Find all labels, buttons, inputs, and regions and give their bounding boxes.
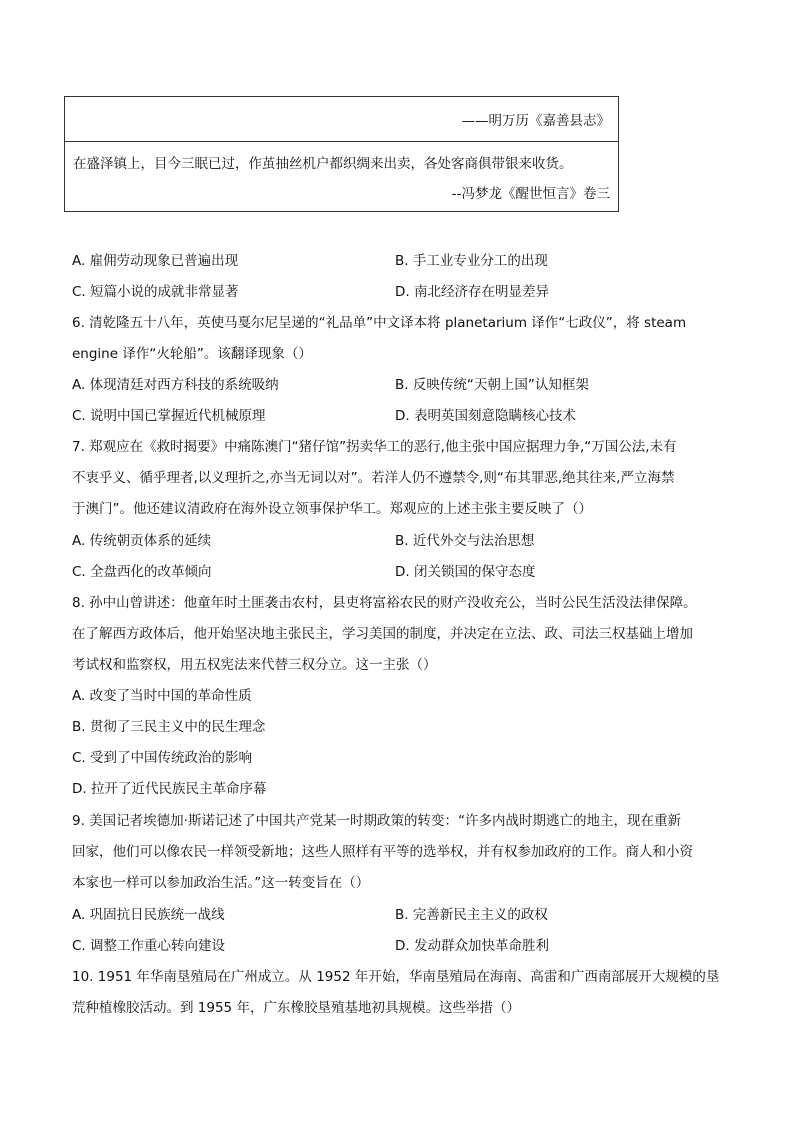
q7-stem-line-3: 于澳门”。他还建议清政府在海外设立领事保护华工。郑观应的上述主张主要反映了（）: [72, 501, 592, 517]
q5-option-d[interactable]: D. 南北经济存在明显差异: [395, 284, 549, 300]
q8-stem-line-1: 8. 孙中山曾讲述：他童年时土匪袭击农村，县吏将富裕农民的财产没收充公，当时公民生活没法律保障。: [72, 595, 697, 611]
q10-stem-line-2: 荒种植橡胶活动。到 1955 年，广东橡胶垦殖基地初具规模。这些举措（）: [72, 1000, 520, 1016]
quote-source-2: --冯梦龙《醒世恒言》卷三: [451, 186, 610, 202]
q7-option-a[interactable]: A. 传统朝贡体系的延续: [72, 533, 212, 549]
q8-option-c[interactable]: C. 受到了中国传统政治的影响: [72, 750, 253, 766]
q7-option-b[interactable]: B. 近代外交与法治思想: [395, 533, 535, 549]
q6-stem-line-1: 6. 清乾隆五十八年，英使马戛尔尼呈递的“礼品单”中文译本将 planetarium 译作“七政仪”，将 steam: [72, 315, 687, 331]
q8-stem-line-2: 在了解西方政体后，他开始坚决地主张民主，学习美国的制度，并决定在立法、政、司法三权基础上增加: [72, 626, 693, 642]
q9-option-a[interactable]: A. 巩固抗日民族统一战线: [72, 907, 225, 923]
q7-option-d[interactable]: D. 闭关锁国的保守态度: [395, 564, 536, 580]
q6-option-a[interactable]: A. 体现清廷对西方科技的系统吸纳: [72, 377, 279, 393]
q8-option-d[interactable]: D. 拉开了近代民族民主革命序幕: [72, 781, 267, 797]
q9-option-d[interactable]: D. 发动群众加快革命胜利: [395, 938, 549, 954]
quote-divider: [65, 141, 618, 142]
q6-stem-line-2: engine 译作“火轮船”。该翻译现象（）: [72, 346, 312, 362]
q8-option-b[interactable]: B. 贯彻了三民主义中的民生理念: [72, 719, 266, 735]
q8-option-a[interactable]: A. 改变了当时中国的革命性质: [72, 688, 252, 704]
q7-stem-line-2: 不衷乎义、循乎理者,以义理折之,亦当无词以对”。若洋人仍不遵禁令,则“布其罪恶,绝其往来,严立海禁: [72, 470, 675, 486]
q6-option-d[interactable]: D. 表明英国刻意隐瞒核心技术: [395, 408, 576, 424]
q7-stem-line-1: 7. 郑观应在《救时揭要》中痛陈澳门“猪仔馆”拐卖华工的恶行,他主张中国应据理力争,“万国公法,未有: [72, 439, 677, 455]
q8-stem-line-3: 考试权和监察权，用五权宪法来代替三权分立。这一主张（）: [72, 657, 437, 673]
source-quote-box: [64, 96, 619, 212]
q6-option-b[interactable]: B. 反映传统“天朝上国”认知框架: [395, 377, 589, 393]
q7-option-c[interactable]: C. 全盘西化的改革倾向: [72, 564, 212, 580]
q5-option-a[interactable]: A. 雇佣劳动现象已普遍出现: [72, 253, 239, 269]
q10-stem-line-1: 10. 1951 年华南垦殖局在广州成立。从 1952 年开始，华南垦殖局在海南、高雷和广西南部展开大规模的垦: [72, 969, 720, 985]
quote-source-1: ——明万历《嘉善县志》: [461, 113, 610, 129]
q9-option-c[interactable]: C. 调整工作重心转向建设: [72, 938, 226, 954]
q9-stem-line-1: 9. 美国记者埃德加·斯诺记述了中国共产党某一时期政策的转变：“许多内战时期逃亡的地主，现在重新: [72, 813, 681, 829]
quote-text: 在盛泽镇上，目今三眠已过，作茧抽丝机户都织绸来出卖，各处客商俱带银来收货。: [73, 156, 573, 172]
q5-option-c[interactable]: C. 短篇小说的成就非常显著: [72, 284, 239, 300]
q9-stem-line-3: 本家也一样可以参加政治生活。”这一转变旨在（）: [72, 875, 370, 891]
q5-option-b[interactable]: B. 手工业专业分工的出现: [395, 253, 548, 269]
q9-option-b[interactable]: B. 完善新民主主义的政权: [395, 907, 548, 923]
q6-option-c[interactable]: C. 说明中国已掌握近代机械原理: [72, 408, 266, 424]
q9-stem-line-2: 回家，他们可以像农民一样领受新地；这些人照样有平等的选举权，并有权参加政府的工作。商人和小资: [72, 844, 693, 860]
